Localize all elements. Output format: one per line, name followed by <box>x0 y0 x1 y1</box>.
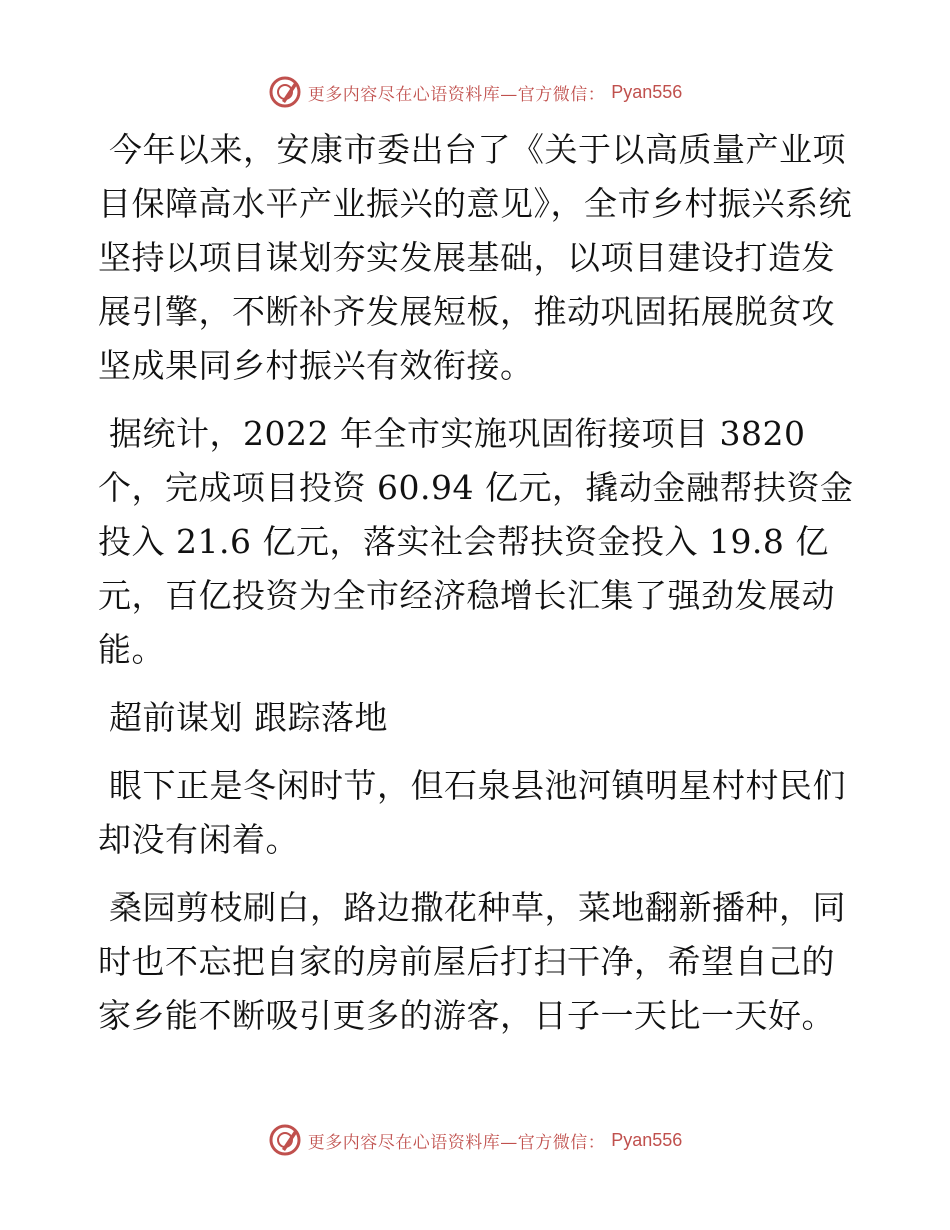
footer-banner-text: 更多内容尽在心语资料库—官方微信： <box>307 1132 606 1153</box>
header-banner-text: 更多内容尽在心语资料库—官方微信： <box>307 84 606 105</box>
document-body <box>98 123 858 1057</box>
footer-banner <box>0 1120 950 1160</box>
header-wechat-id: Pyan556 <box>611 81 683 102</box>
header-banner <box>0 72 950 112</box>
section-heading: 超前谋划 跟踪落地 <box>109 698 388 737</box>
paragraph-village: 眼下正是冬闲时节，但石泉县池河镇明星村村民们却没有闲着。 <box>98 766 846 859</box>
paragraph-intro: 今年以来，安康市委出台了《关于以高质量产业项目保障高水平产业振兴的意见》，全市乡村振兴系统坚持以项目谋划夯实发展基础，以项目建设打造发展引擎，不断补齐发展短板，推动巩固拓展脱贫攻坚成果同乡村振兴有效衔接。 <box>98 130 852 385</box>
paragraph-statistics: 据统计，2022 年全市实施巩固衔接项目 3820 个，完成项目投资 60.94 亿元，撬动金融帮扶资金投入 21.6 亿元，落实社会帮扶资金投入 19.8 亿元，百亿投资为全市经济稳增长汇集了强劲发展动能。 <box>98 414 854 669</box>
footer-wechat-id: Pyan556 <box>611 1129 683 1150</box>
paragraph-activities: 桑园剪枝刷白，路边撒花种草，菜地翻新播种，同时也不忘把自家的房前屋后打扫干净，希望自己的家乡能不断吸引更多的游客，日子一天比一天好。 <box>98 888 846 1035</box>
logo-icon <box>268 75 302 109</box>
logo-icon <box>268 1123 302 1157</box>
